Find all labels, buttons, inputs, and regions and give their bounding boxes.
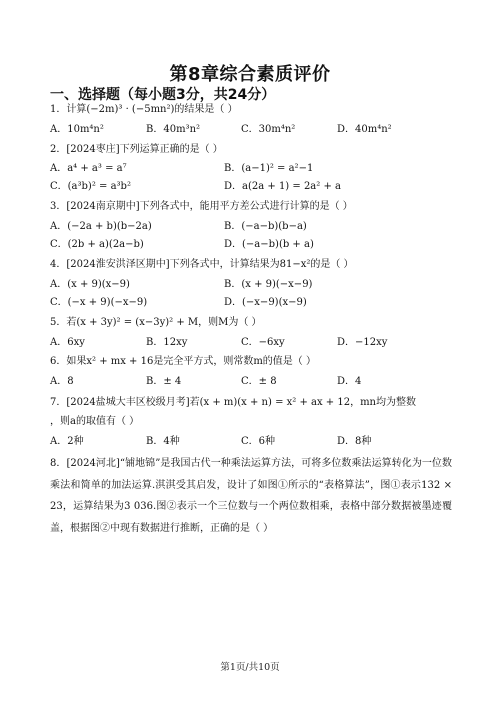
option-a: A．a⁴ + a³ = a⁷ bbox=[50, 163, 127, 174]
option-b: B．(−a−b)(b−a) bbox=[224, 221, 307, 232]
question-4-stem: 4．[2024淮安洪泽区期中]下列各式中，计算结果为81−x²的是（ ） bbox=[50, 259, 354, 270]
section-heading: 一、选择题（每小题3分，共24分） bbox=[50, 87, 276, 103]
option-d: D．4 bbox=[337, 376, 362, 387]
option-a: A．10m⁴n² bbox=[50, 124, 104, 135]
option-d: D．40m⁴n² bbox=[337, 124, 392, 135]
question-2-options-row-1 bbox=[50, 162, 460, 176]
question-7-stem: 7．[2024盐城大丰区校级月考]若(x + m)(x + n) = x² + ax + 12，mn均为整数 bbox=[50, 397, 417, 408]
option-d: D．(−a−b)(b + a) bbox=[224, 239, 314, 250]
option-a: A．6xy bbox=[50, 337, 85, 348]
option-b: B．(x + 9)(−x−9) bbox=[224, 279, 313, 290]
page-title: 第8章综合素质评价 bbox=[169, 64, 331, 85]
option-b: B．(a−1)² = a²−1 bbox=[224, 163, 314, 174]
question-7-stem-continued: ，则a的取值有（ ） bbox=[50, 416, 140, 427]
option-b: B．12xy bbox=[146, 337, 188, 348]
option-b: B．± 4 bbox=[146, 376, 182, 387]
question-3-options-row-2 bbox=[50, 238, 460, 252]
option-c: C．(−x + 9)(−x−9) bbox=[50, 297, 148, 308]
option-d: D．(−x−9)(x−9) bbox=[224, 297, 307, 308]
question-1-options bbox=[50, 123, 460, 137]
question-3-options-row-1 bbox=[50, 220, 460, 234]
option-d: D．8种 bbox=[337, 436, 372, 447]
page-footer: 第1页/共10页 bbox=[220, 662, 280, 673]
question-2-options-row-2 bbox=[50, 180, 460, 194]
option-c: C．6种 bbox=[241, 436, 276, 447]
question-6-options bbox=[50, 375, 460, 389]
question-7-options bbox=[50, 435, 460, 449]
question-2-stem: 2．[2024枣庄]下列运算正确的是（ ） bbox=[50, 144, 223, 155]
option-a: A．8 bbox=[50, 376, 74, 387]
question-5-stem: 5．若(x + 3y)² = (x−3y)² + M，则M为（ ） bbox=[50, 317, 262, 328]
option-c: C．± 8 bbox=[241, 376, 277, 387]
option-b: B．4种 bbox=[146, 436, 180, 447]
option-c: C．(a³b)² = a³b² bbox=[50, 181, 131, 192]
question-4-options-row-2 bbox=[50, 296, 460, 310]
option-d: D．−12xy bbox=[337, 337, 388, 348]
question-8-text: 8．[2024河北]“铺地锦”是我国古代一种乘法运算方法，可将多位数乘法运算转化为一位数乘法和简单的加法运算.淇淇受其启发，设计了如图①所示的“表格算法”，图①表示132 × 23，运算结果为3 036.图②表示一个三位数与一个两位数相乘，表格中部分数据被墨迹覆盖，根据图②中现有数据进行推断，正确的是（ ） bbox=[50, 458, 452, 534]
question-1-stem: 1．计算(−2m)³ · (−5mn²)的结果是（ ） bbox=[50, 104, 238, 115]
question-3-stem: 3．[2024南京期中]下列各式中，能用平方差公式进行计算的是（ ） bbox=[50, 201, 353, 212]
option-a: A．2种 bbox=[50, 436, 84, 447]
option-c: C．30m⁴n² bbox=[241, 124, 296, 135]
option-a: A．(x + 9)(x−9) bbox=[50, 279, 130, 290]
question-4-options-row-1 bbox=[50, 278, 460, 292]
question-5-options bbox=[50, 336, 460, 350]
option-c: C．−6xy bbox=[241, 337, 285, 348]
question-6-stem: 6．如果x² + mx + 16是完全平方式，则常数m的值是（ ） bbox=[50, 356, 316, 367]
option-d: D．a(2a + 1) = 2a² + a bbox=[224, 181, 341, 192]
option-c: C．(2b + a)(2a−b) bbox=[50, 239, 144, 250]
option-a: A．(−2a + b)(b−2a) bbox=[50, 221, 152, 232]
option-b: B．40m³n² bbox=[146, 124, 201, 135]
